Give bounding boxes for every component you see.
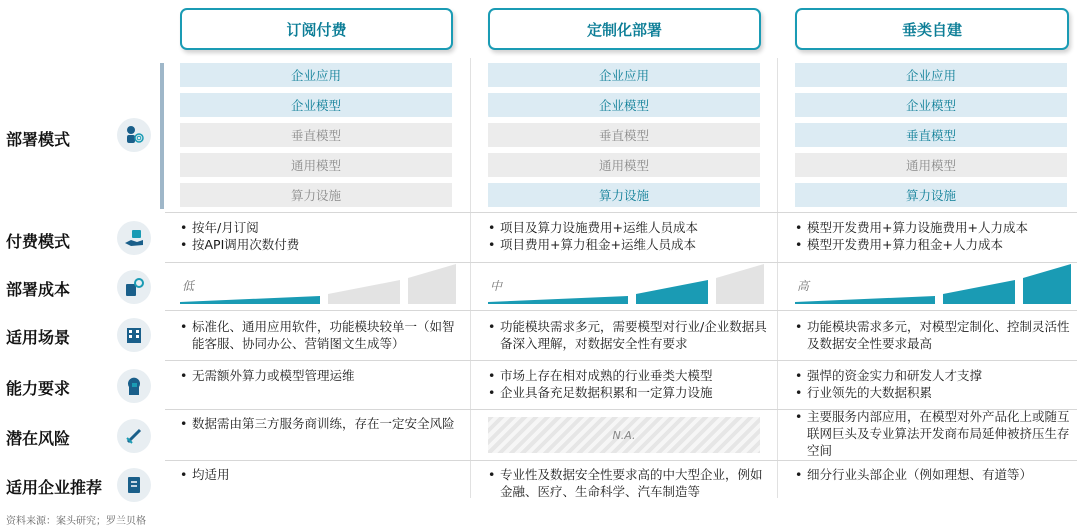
payment-hand-icon [117, 221, 151, 255]
cost-indicator-bars [0, 262, 1080, 310]
scene-cell-0 [180, 318, 465, 352]
column-header-custom-deploy: 定制化部署 [488, 8, 761, 50]
deploy-layer-cell: 企业模型 [180, 93, 452, 117]
recommend-item: • 专业性及数据安全性要求高的中大型企业，例如金融、医疗、生命科学、汽车制造等 [488, 466, 770, 500]
deploy-layer-cell: 通用模型 [180, 153, 452, 177]
deploy-layer-cell: 企业模型 [488, 93, 760, 117]
cost-bar-segment [795, 296, 935, 304]
column-header-vertical-build: 垂类自建 [795, 8, 1069, 50]
column-header-subscription: 订阅付费 [180, 8, 453, 50]
ability-item: • 行业领先的大数据积累 [795, 384, 1075, 401]
scene-item: • 功能模块需求多元，需要模型对行业/企业数据具备深入理解，对数据安全性有要求 [488, 318, 768, 352]
person-fingerprint-icon [117, 118, 151, 152]
scene-cell-1 [488, 318, 768, 352]
pay-item: • 项目及算力设施费用+运维人员成本 [488, 219, 768, 236]
ability-cell-1 [488, 367, 768, 401]
row-label-scene: 适用场景 [6, 328, 71, 347]
deploy-layer-cell: 垂直模型 [488, 123, 760, 147]
row-label-ability: 能力要求 [6, 379, 71, 398]
deploy-layer-cell: 企业应用 [488, 63, 760, 87]
person-head-icon [117, 369, 151, 403]
risk-cell-2 [795, 408, 1075, 459]
row-label-cost: 部署成本 [6, 280, 71, 299]
pay-cell-2 [795, 219, 1075, 253]
cost-bar-segment [488, 296, 628, 304]
deploy-layer-cell: 算力设施 [488, 183, 760, 207]
deploy-layer-cell: 算力设施 [180, 183, 452, 207]
deploy-layer-cell: 通用模型 [488, 153, 760, 177]
deploy-layer-cell: 通用模型 [795, 153, 1067, 177]
row-divider [165, 212, 1077, 213]
cost-bar-segment [636, 280, 708, 304]
row-label-deploy: 部署模式 [6, 130, 71, 149]
ability-cell-2 [795, 367, 1075, 401]
pay-cell-1 [488, 219, 768, 253]
risk-item: • 数据需由第三方服务商训练，存在一定安全风险 [180, 415, 465, 432]
row-divider [165, 460, 1077, 461]
risk-item: • 主要服务内部应用，在模型对外产品化上或随互联网巨头及专业算法开发商布局延伸被挤压生存空间 [795, 408, 1075, 459]
cost-level-word: 中 [490, 279, 503, 293]
ability-item: • 企业具备充足数据积累和一定算力设施 [488, 384, 768, 401]
row-label-risk: 潜在风险 [6, 429, 71, 448]
ability-item: • 强悍的资金实力和研发人才支撑 [795, 367, 1075, 384]
source-footnote: 资料来源：案头研究；罗兰贝格 [6, 516, 146, 527]
cost-bar-segment [943, 280, 1015, 304]
recommend-cell-1 [488, 466, 770, 500]
scene-item: • 标准化、通用应用软件，功能模块较单一（如智能客服、协同办公、营销图文生成等） [180, 318, 465, 352]
row-label-pay: 付费模式 [6, 232, 71, 251]
deploy-layer-cell: 企业模型 [795, 93, 1067, 117]
scene-item: • 功能模块需求多元，对模型定制化、控制灵活性及数据安全性要求最高 [795, 318, 1075, 352]
scene-cell-2 [795, 318, 1075, 352]
cost-level-word: 低 [182, 279, 195, 293]
pay-item: • 按年/月订阅 [180, 219, 460, 236]
pay-cell-0 [180, 219, 460, 253]
ability-item: • 市场上存在相对成熟的行业垂类大模型 [488, 367, 768, 384]
document-icon [117, 468, 151, 502]
deploy-layer-cell: 企业应用 [795, 63, 1067, 87]
building-icon [117, 318, 151, 352]
risk-cell-0 [180, 415, 465, 432]
cost-level-word: 高 [797, 279, 810, 293]
cost-bar-segment [408, 264, 456, 304]
recommend-item: • 细分行业头部企业（例如理想、有道等） [795, 466, 1075, 483]
cost-bar-segment [328, 280, 400, 304]
deploy-layer-cell: 算力设施 [795, 183, 1067, 207]
deploy-layer-cell: 企业应用 [180, 63, 452, 87]
row-label-recommend: 适用企业推荐 [6, 478, 103, 497]
row-divider [165, 310, 1077, 311]
cost-bar-segment [716, 264, 764, 304]
deploy-layer-cell: 垂直模型 [795, 123, 1067, 147]
recommend-cell-0 [180, 466, 460, 483]
ability-item: • 无需额外算力或模型管理运维 [180, 367, 460, 384]
pay-item: • 项目费用+算力租金+运维人员成本 [488, 236, 768, 253]
pay-item: • 模型开发费用+算力租金+人力成本 [795, 236, 1075, 253]
pay-item: • 模型开发费用+算力设施费用+人力成本 [795, 219, 1075, 236]
row-accent-bar [160, 63, 164, 209]
ability-cell-0 [180, 367, 460, 384]
cost-bar-segment [1023, 264, 1071, 304]
row-divider [165, 360, 1077, 361]
risk-na-placeholder: N.A. [488, 417, 760, 453]
recommend-item: • 均适用 [180, 466, 460, 483]
deploy-layer-cell: 垂直模型 [180, 123, 452, 147]
cost-bar-segment [180, 296, 320, 304]
recommend-cell-2 [795, 466, 1075, 483]
sword-icon [117, 419, 151, 453]
pay-item: • 按API调用次数付费 [180, 236, 460, 253]
